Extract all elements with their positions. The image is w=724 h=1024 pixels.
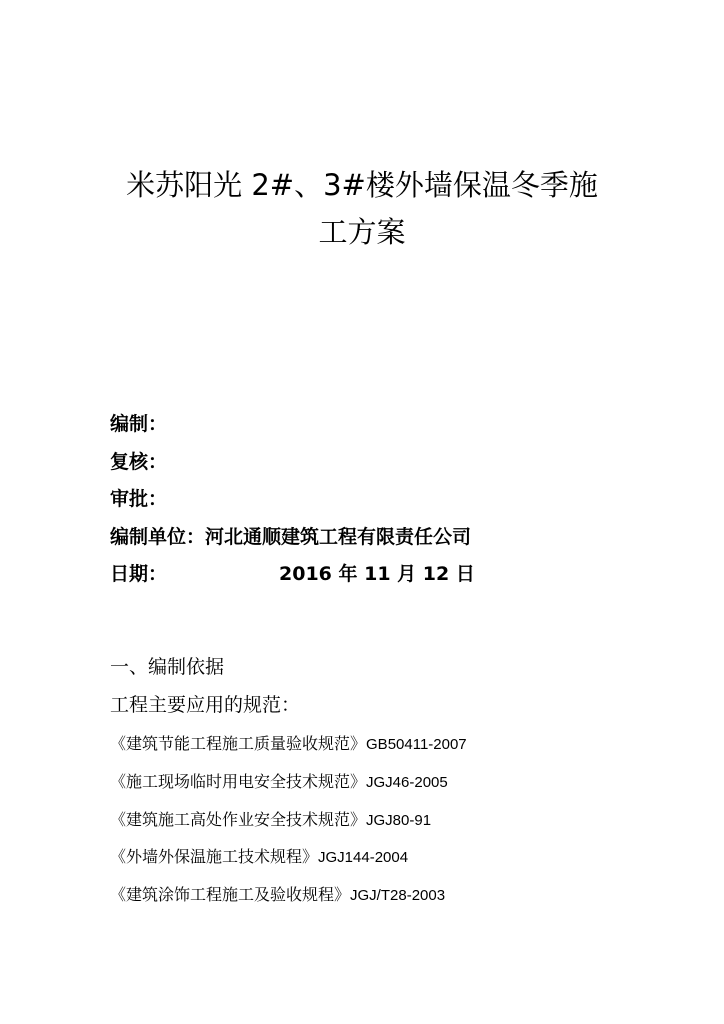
date-row [110, 556, 475, 594]
standards-list [110, 730, 467, 919]
approval-block [110, 406, 475, 594]
standard-name: 《外墙外保温施工技术规程》 [110, 847, 319, 867]
date-label: 日期： [110, 563, 168, 585]
list-item [110, 768, 467, 806]
reviewed-by-row [110, 444, 475, 482]
document-title-line-2: 工方案 [318, 215, 406, 249]
compiling-unit-label: 编制单位： [110, 525, 206, 548]
standards-intro: 工程主要应用的规范： [110, 694, 301, 716]
compiling-unit-row [110, 519, 475, 557]
standard-name: 《建筑涂饰工程施工及验收规程》 [110, 885, 351, 905]
standard-code: JGJ/T28-2003 [350, 887, 446, 905]
standard-name: 《建筑节能工程施工质量验收规范》 [110, 734, 367, 753]
standard-code: JGJ144-2004 [318, 849, 409, 867]
standard-code: JGJ80-91 [366, 811, 432, 829]
document-title-line-1: 米苏阳光 2#、3#楼外墙保温冬季施 [126, 168, 598, 202]
standard-name: 《建筑施工高处作业安全技术规范》 [110, 809, 367, 829]
list-item [110, 881, 467, 919]
list-item [110, 843, 467, 881]
standard-name: 《施工现场临时用电安全技术规范》 [110, 771, 367, 791]
standard-code: GB50411-2007 [366, 736, 467, 753]
section-heading-basis: 一、编制依据 [110, 656, 225, 678]
document-title [90, 162, 634, 256]
standard-code: JGJ46-2005 [366, 773, 448, 791]
list-item [110, 730, 467, 768]
compiled-by-label: 编制： [110, 413, 168, 435]
compiled-by-row [110, 406, 475, 444]
compiling-unit-value: 河北通顺建筑工程有限责任公司 [205, 525, 472, 548]
approved-by-row [110, 481, 475, 519]
date-value: 2016 年 11 月 12 日 [279, 563, 475, 585]
list-item [110, 806, 467, 844]
reviewed-by-label: 复核： [110, 450, 168, 473]
approved-by-label: 审批： [110, 488, 168, 510]
